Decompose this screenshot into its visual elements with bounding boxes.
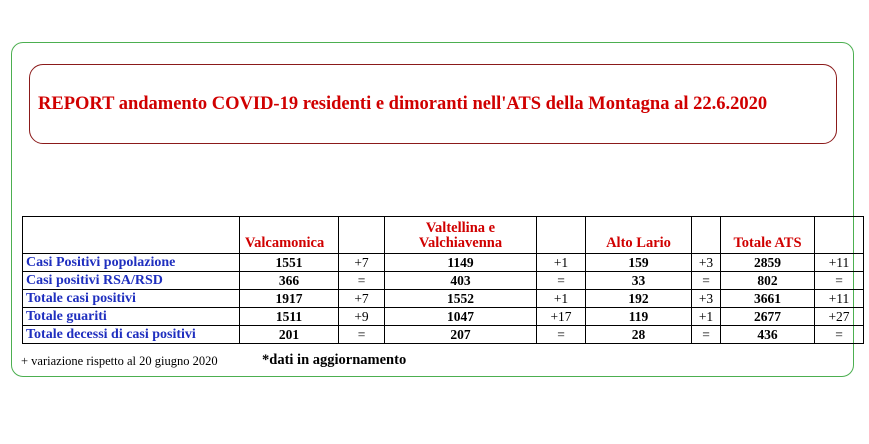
row-label: Casi Positivi popolazione <box>23 254 240 272</box>
cell-delta: = <box>815 326 864 344</box>
cell-value: 3661 <box>721 290 815 308</box>
cell-delta: = <box>339 272 385 290</box>
cell-value: 802 <box>721 272 815 290</box>
row-label: Totale guariti <box>23 308 240 326</box>
header-valtellina: Valtellina e Valchiavenna <box>385 217 537 254</box>
cell-delta: +27 <box>815 308 864 326</box>
cell-delta: +1 <box>537 254 586 272</box>
note-updating: *dati in aggiornamento <box>262 352 407 368</box>
cell-delta: +1 <box>537 290 586 308</box>
cell-value: 1047 <box>385 308 537 326</box>
cell-value: 1511 <box>240 308 339 326</box>
table-row <box>23 254 864 272</box>
cell-value: 192 <box>586 290 692 308</box>
cell-value: 28 <box>586 326 692 344</box>
cell-value: 2859 <box>721 254 815 272</box>
cell-delta: = <box>692 272 721 290</box>
cell-delta: +9 <box>339 308 385 326</box>
header-delta-cell <box>339 217 385 254</box>
cell-delta: = <box>692 326 721 344</box>
header-valcamonica: Valcamonica <box>240 217 339 254</box>
table-row <box>23 290 864 308</box>
cell-value: 33 <box>586 272 692 290</box>
cell-value: 366 <box>240 272 339 290</box>
cell-delta: +7 <box>339 254 385 272</box>
cell-value: 436 <box>721 326 815 344</box>
cell-delta: = <box>339 326 385 344</box>
covid-report-table <box>22 216 864 344</box>
cell-value: 201 <box>240 326 339 344</box>
cell-delta: +1 <box>692 308 721 326</box>
cell-delta: +7 <box>339 290 385 308</box>
row-label: Totale casi positivi <box>23 290 240 308</box>
cell-delta: = <box>537 272 586 290</box>
cell-value: 2677 <box>721 308 815 326</box>
cell-value: 1149 <box>385 254 537 272</box>
header-totale-ats: Totale ATS <box>721 217 815 254</box>
title-box <box>29 64 837 144</box>
cell-value: 403 <box>385 272 537 290</box>
report-title: REPORT andamento COVID-19 residenti e dimoranti nell'ATS della Montagna al 22.6.2020 <box>38 93 768 114</box>
table-row <box>23 308 864 326</box>
header-delta-cell <box>537 217 586 254</box>
cell-value: 1917 <box>240 290 339 308</box>
cell-value: 1552 <box>385 290 537 308</box>
cell-value: 207 <box>385 326 537 344</box>
table-row <box>23 272 864 290</box>
cell-delta: = <box>537 326 586 344</box>
header-alto-lario: Alto Lario <box>586 217 692 254</box>
header-delta-cell <box>815 217 864 254</box>
table-header-row <box>23 217 864 254</box>
row-label: Casi positivi RSA/RSD <box>23 272 240 290</box>
header-delta-cell <box>692 217 721 254</box>
cell-delta: = <box>815 272 864 290</box>
cell-value: 159 <box>586 254 692 272</box>
cell-delta: +11 <box>815 290 864 308</box>
cell-value: 119 <box>586 308 692 326</box>
cell-value: 1551 <box>240 254 339 272</box>
cell-delta: +17 <box>537 308 586 326</box>
row-label: Totale decessi di casi positivi <box>23 326 240 344</box>
table-row <box>23 326 864 344</box>
cell-delta: +3 <box>692 290 721 308</box>
header-empty-cell <box>23 217 240 254</box>
footnote-variation: + variazione rispetto al 20 giugno 2020 <box>21 354 218 368</box>
cell-delta: +3 <box>692 254 721 272</box>
cell-delta: +11 <box>815 254 864 272</box>
